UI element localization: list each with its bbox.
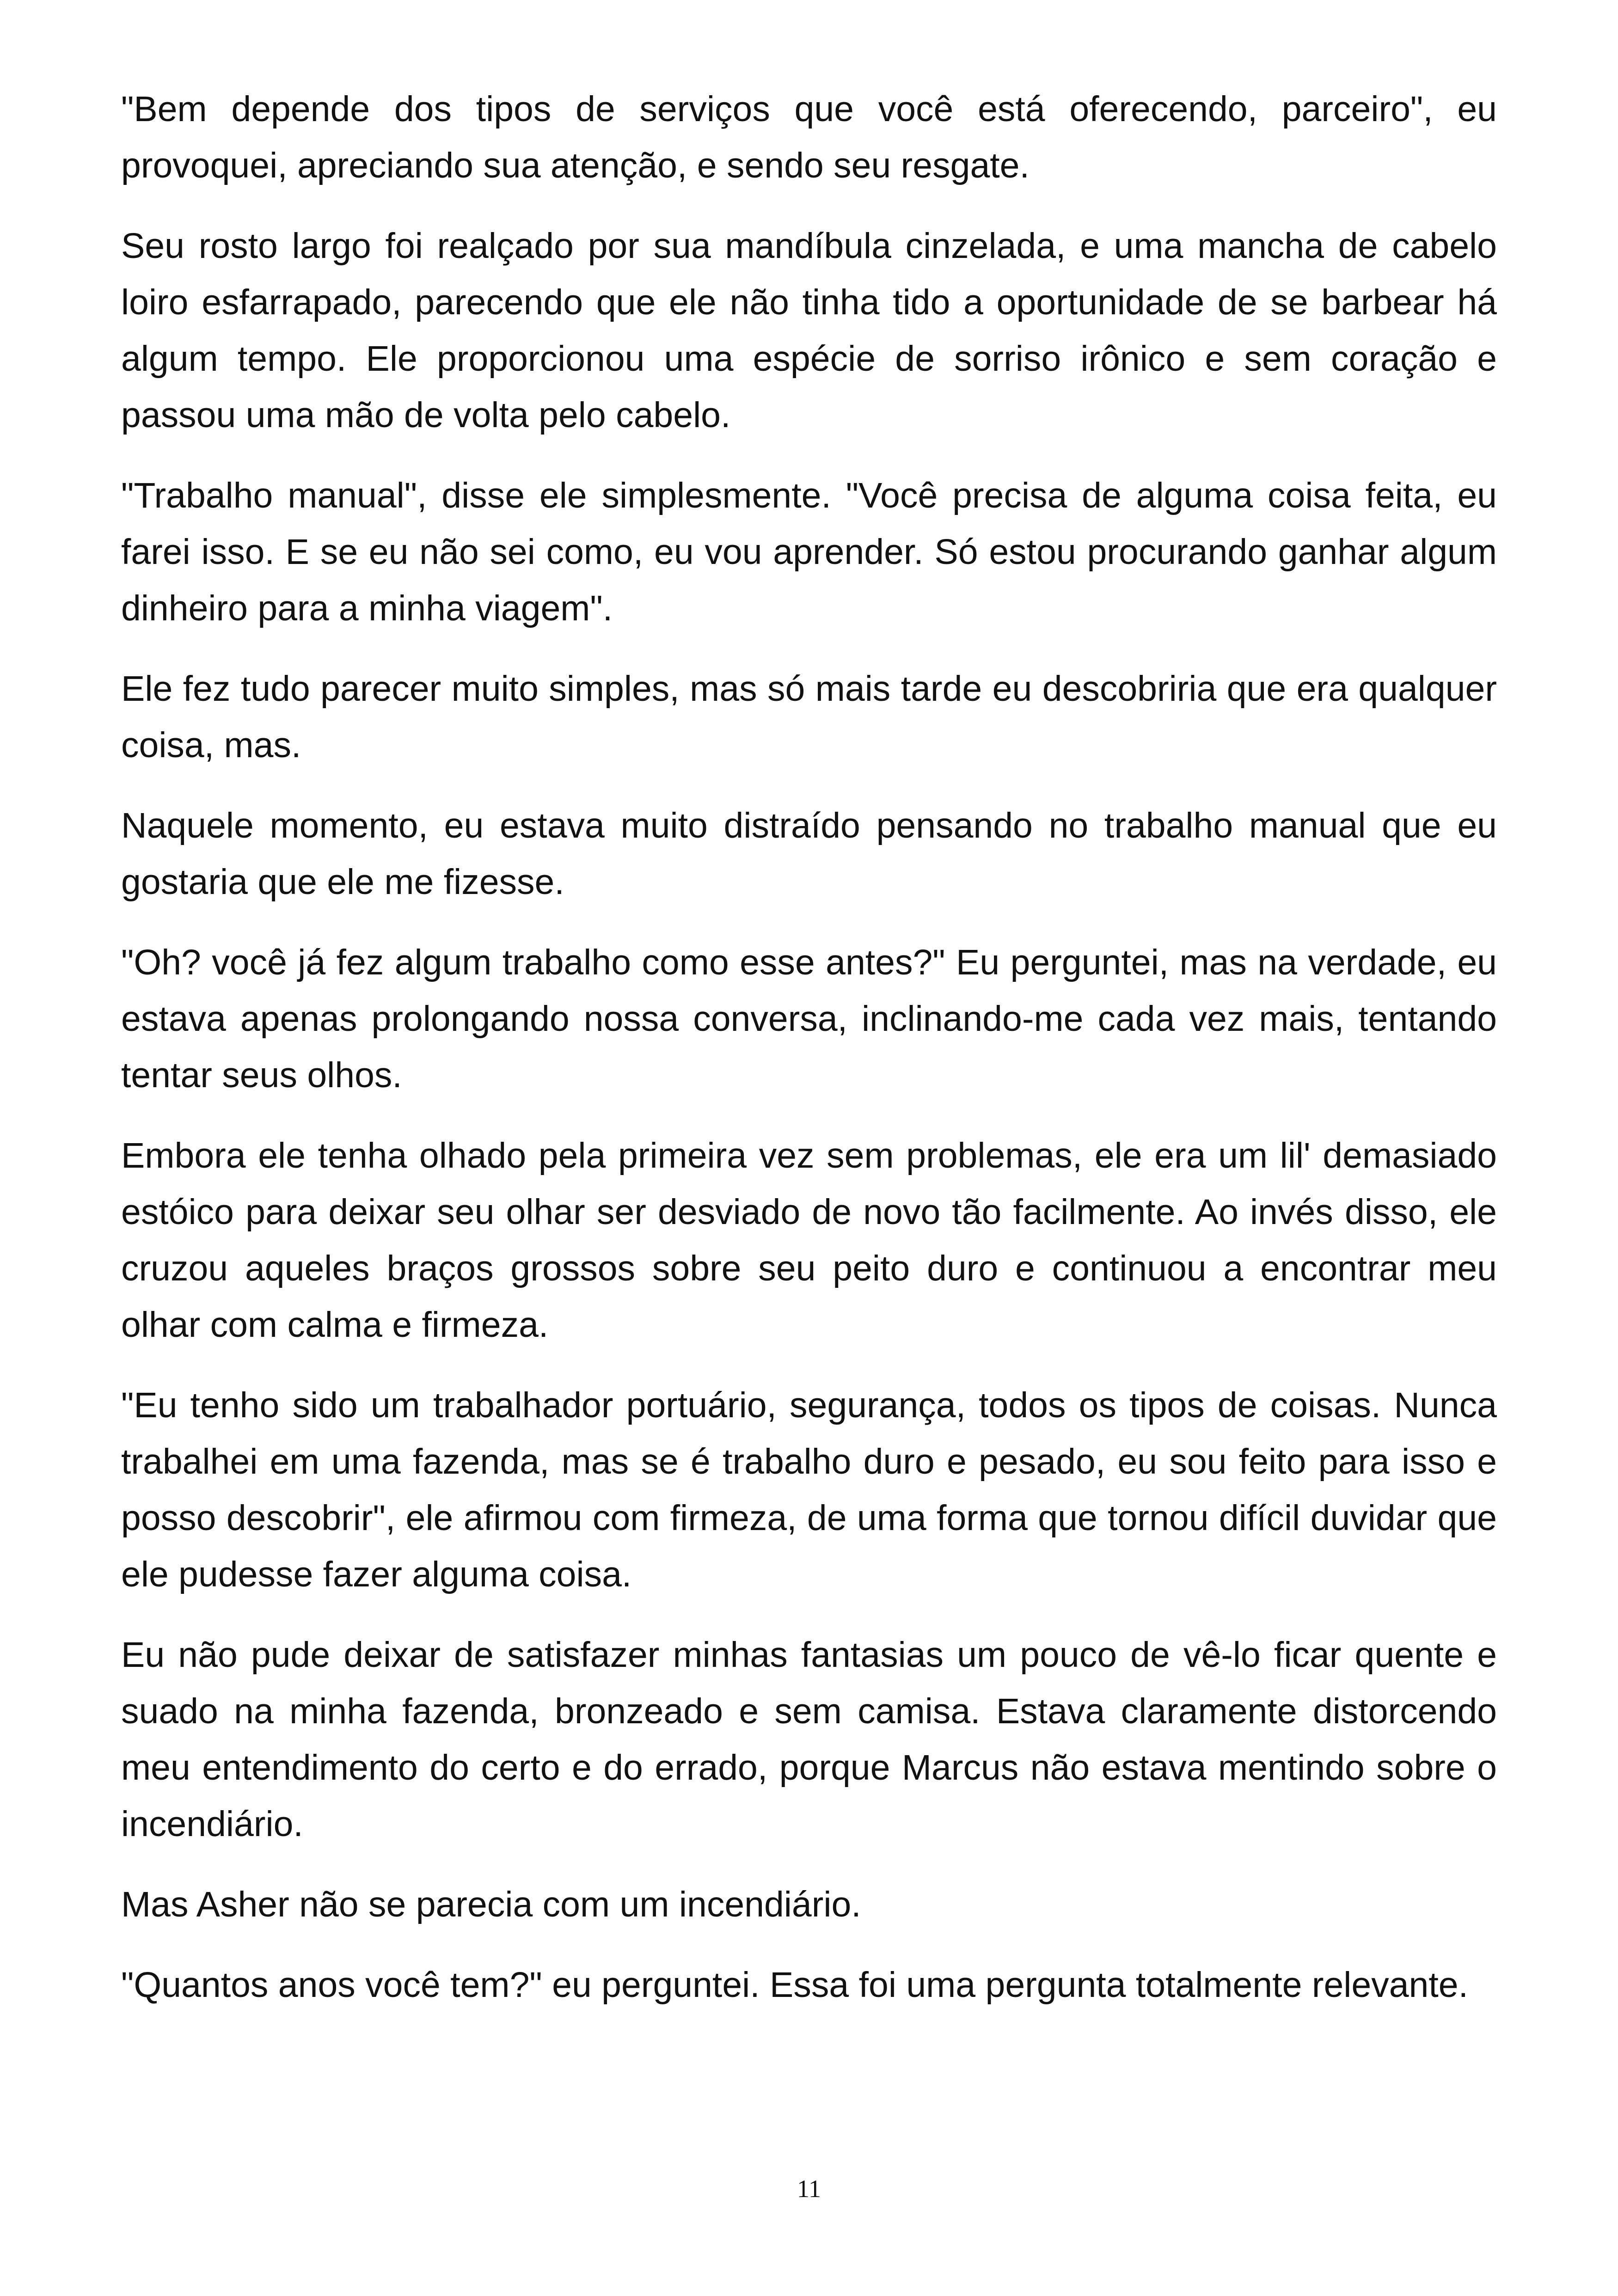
page-number: 11 — [797, 2175, 821, 2203]
paragraph: "Oh? você já fez algum trabalho como esse antes?" Eu perguntei, mas na verdade, eu estava apenas prolongando nossa conversa, inclinando-me cada vez mais, tentando tentar seus olhos. — [121, 943, 1497, 1095]
paragraph: "Eu tenho sido um trabalhador portuário, segurança, todos os tipos de coisas. Nunca trabalhei em uma fazenda, mas se é trabalho duro e pesado, eu sou feito para isso e posso descobrir", ele afirmou com firmeza, de uma forma que tornou difícil duvidar que ele pudesse fazer alguma coisa. — [121, 1385, 1497, 1594]
paragraph: Seu rosto largo foi realçado por sua mandíbula cinzelada, e uma mancha de cabelo loiro esfarrapado, parecendo que ele não tinha tido a oportunidade de se barbear há algum tempo. Ele proporcionou uma espécie de sorriso irônico e sem coração e passou uma mão de volta pelo cabelo. — [121, 226, 1497, 435]
paragraph: Naquele momento, eu estava muito distraído pensando no trabalho manual que eu gostaria que ele me fizesse. — [121, 806, 1497, 902]
paragraph: "Bem depende dos tipos de serviços que você está oferecendo, parceiro", eu provoquei, apreciando sua atenção, e sendo seu resgate. — [121, 89, 1497, 185]
paragraph: Embora ele tenha olhado pela primeira vez sem problemas, ele era um lil' demasiado estóico para deixar seu olhar ser desviado de novo tão facilmente. Ao invés disso, ele cruzou aqueles braços grossos sobre seu peito duro e continuou a encontrar meu olhar com calma e firmeza. — [121, 1136, 1497, 1345]
page-body — [121, 81, 1497, 2037]
paragraph: "Trabalho manual", disse ele simplesmente. "Você precisa de alguma coisa feita, eu farei isso. E se eu não sei como, eu vou aprender. Só estou procurando ganhar algum dinheiro para a minha viagem". — [121, 476, 1497, 628]
paragraph: Ele fez tudo parecer muito simples, mas só mais tarde eu descobriria que era qualquer coisa, mas. — [121, 669, 1497, 765]
paragraph: "Quantos anos você tem?" eu perguntei. Essa foi uma pergunta totalmente relevante. — [121, 1965, 1468, 2005]
paragraph: Eu não pude deixar de satisfazer minhas fantasias um pouco de vê-lo ficar quente e suado na minha fazenda, bronzeado e sem camisa. Estava claramente distorcendo meu entendimento do certo e do errado, porque Marcus não estava mentindo sobre o incendiário. — [121, 1635, 1497, 1844]
paragraph: Mas Asher não se parecia com um incendiário. — [121, 1885, 861, 1924]
